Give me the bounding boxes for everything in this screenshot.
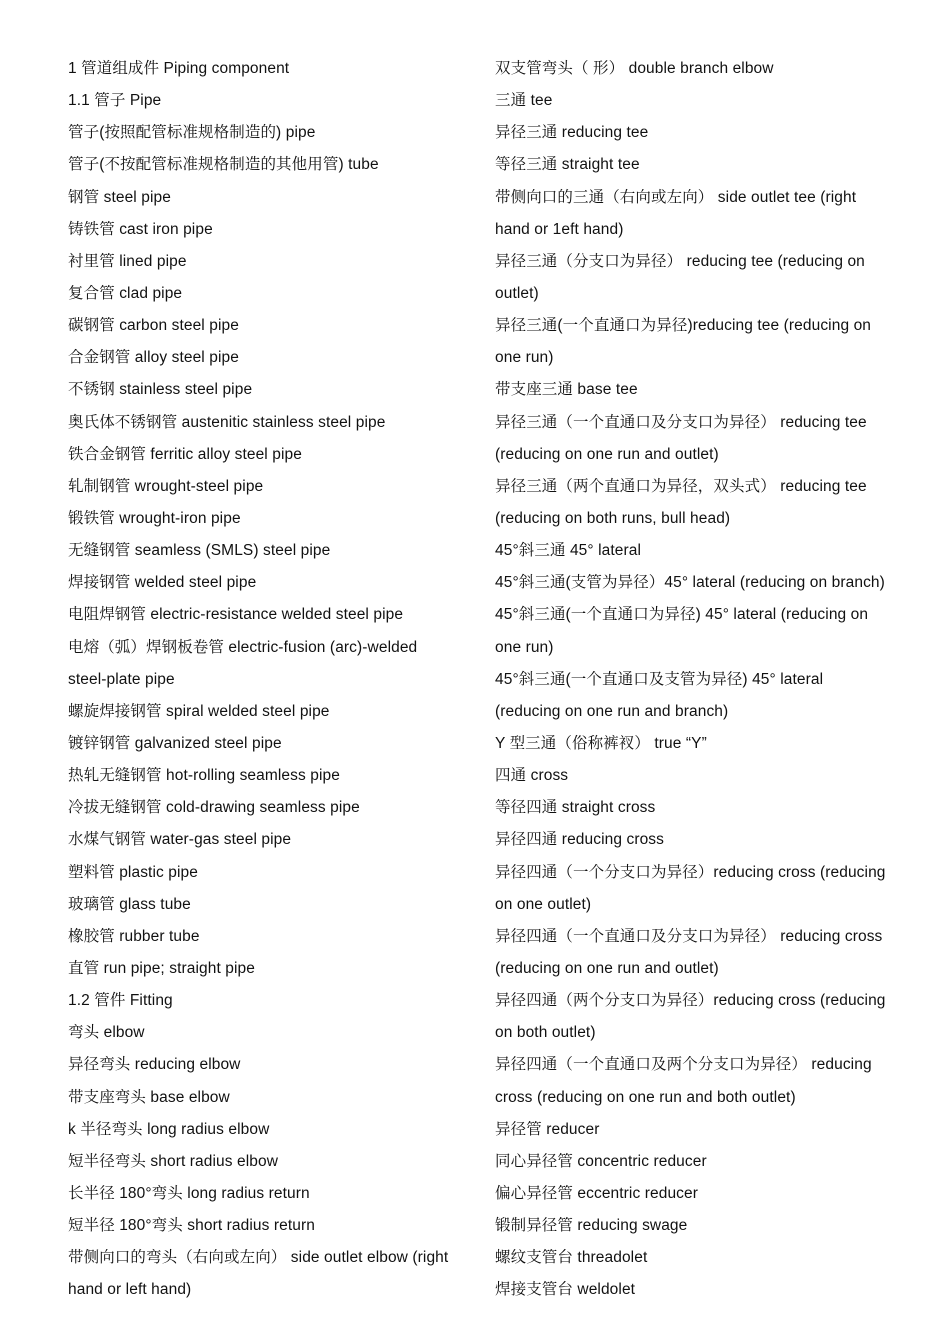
glossary-line: 管子(按照配管标准规格制造的) pipe bbox=[68, 124, 316, 142]
glossary-line: 带支座弯头 base elbow bbox=[68, 1088, 230, 1106]
glossary-line: 无缝钢管 seamless (SMLS) steel pipe bbox=[68, 542, 331, 560]
glossary-line: 锻铁管 wrought-iron pipe bbox=[68, 509, 241, 527]
glossary-line: 焊接支管台 weldolet bbox=[495, 1281, 636, 1299]
glossary-line: hand or left hand) bbox=[68, 1281, 192, 1299]
glossary-line: 异径四通（一个直通口及两个分支口为异径） reducing bbox=[495, 1056, 872, 1074]
glossary-line: Y 型三通（俗称裤衩） true “Y” bbox=[495, 734, 707, 752]
glossary-line: 轧制钢管 wrought-steel pipe bbox=[68, 477, 264, 495]
glossary-line: (reducing on one run and outlet) bbox=[495, 445, 719, 463]
glossary-line: one run) bbox=[495, 638, 554, 656]
glossary-line: 塑料管 plastic pipe bbox=[68, 863, 198, 881]
glossary-line: 奥氏体不锈钢管 austenitic stainless steel pipe bbox=[68, 413, 386, 431]
glossary-line: 管子(不按配管标准规格制造的其他用管) tube bbox=[68, 156, 379, 174]
glossary-line: steel-plate pipe bbox=[68, 670, 175, 688]
glossary-line: 电熔（弧）焊钢板卷管 electric-fusion (arc)-welded bbox=[68, 638, 418, 656]
glossary-line: 碳钢管 carbon steel pipe bbox=[68, 317, 239, 335]
glossary-line: 直管 run pipe; straight pipe bbox=[68, 959, 255, 977]
glossary-line: 合金钢管 alloy steel pipe bbox=[68, 349, 239, 367]
glossary-line: 带支座三通 base tee bbox=[495, 381, 638, 399]
glossary-line: 三通 tee bbox=[495, 92, 553, 110]
glossary-line: 异径三通（两个直通口为异径，双头式） reducing tee bbox=[495, 477, 867, 495]
glossary-line: 镀锌钢管 galvanized steel pipe bbox=[68, 734, 282, 752]
glossary-line: 异径三通 reducing tee bbox=[495, 124, 649, 142]
glossary-line: (reducing on one run and outlet) bbox=[495, 959, 719, 977]
glossary-line: 螺纹支管台 threadolet bbox=[495, 1249, 648, 1267]
glossary-line: 偏心异径管 eccentric reducer bbox=[495, 1184, 698, 1202]
glossary-line: 异径四通 reducing cross bbox=[495, 831, 665, 849]
glossary-line: 橡胶管 rubber tube bbox=[68, 927, 200, 945]
glossary-line: on one outlet) bbox=[495, 895, 592, 913]
glossary-line: 铸铁管 cast iron pipe bbox=[68, 220, 213, 238]
glossary-line: outlet) bbox=[495, 284, 539, 302]
glossary-line: 长半径 180°弯头 long radius return bbox=[68, 1184, 310, 1202]
glossary-line: 异径三通(一个直通口为异径)reducing tee (reducing on bbox=[495, 317, 872, 335]
glossary-line: 45°斜三通(支管为异径）45° lateral (reducing on branch) bbox=[495, 574, 885, 592]
glossary-line: 焊接钢管 welded steel pipe bbox=[68, 574, 257, 592]
glossary-line: 铁合金钢管 ferritic alloy steel pipe bbox=[68, 445, 302, 463]
glossary-line: 锻制异径管 reducing swage bbox=[495, 1217, 688, 1235]
glossary-line: 带侧向口的三通（右向或左向） side outlet tee (right bbox=[495, 188, 857, 206]
glossary-line: 短半径弯头 short radius elbow bbox=[68, 1152, 278, 1170]
glossary-line: 异径管 reducer bbox=[495, 1120, 600, 1138]
glossary-line: 45°斜三通 45° lateral bbox=[495, 542, 642, 560]
glossary-line: 热轧无缝钢管 hot-rolling seamless pipe bbox=[68, 767, 340, 785]
glossary-line: 等径三通 straight tee bbox=[495, 156, 640, 174]
glossary-line: 1.2 管件 Fitting bbox=[68, 992, 173, 1010]
glossary-line: 冷拔无缝钢管 cold-drawing seamless pipe bbox=[68, 799, 360, 817]
right-column bbox=[495, 53, 905, 1306]
left-column bbox=[68, 53, 473, 1306]
glossary-line: hand or 1eft hand) bbox=[495, 220, 624, 238]
glossary-line: 四通 cross bbox=[495, 767, 569, 785]
glossary-line: 异径三通（一个直通口及分支口为异径） reducing tee bbox=[495, 413, 867, 431]
glossary-line: 异径四通（一个分支口为异径）reducing cross (reducing bbox=[495, 863, 886, 881]
glossary-line: (reducing on one run and branch) bbox=[495, 702, 729, 720]
glossary-line: 异径四通（两个分支口为异径）reducing cross (reducing bbox=[495, 992, 886, 1010]
glossary-line: 弯头 elbow bbox=[68, 1024, 145, 1042]
glossary-line: one run) bbox=[495, 349, 554, 367]
glossary-line: 钢管 steel pipe bbox=[68, 188, 171, 206]
glossary-line: 水煤气钢管 water-gas steel pipe bbox=[68, 831, 292, 849]
glossary-line: 玻璃管 glass tube bbox=[68, 895, 191, 913]
glossary-line: 45°斜三通(一个直通口为异径) 45° lateral (reducing on bbox=[495, 606, 869, 624]
glossary-line: 1 管道组成件 Piping component bbox=[68, 60, 290, 77]
glossary-line: 异径四通（一个直通口及分支口为异径） reducing cross bbox=[495, 927, 883, 945]
glossary-line: 衬里管 lined pipe bbox=[68, 252, 187, 270]
glossary-line: (reducing on both runs, bull head) bbox=[495, 509, 731, 527]
glossary-line: 1.1 管子 Pipe bbox=[68, 92, 162, 110]
glossary-line: 短半径 180°弯头 short radius return bbox=[68, 1217, 315, 1235]
glossary-line: 不锈钢 stainless steel pipe bbox=[68, 381, 253, 399]
glossary-line: 带侧向口的弯头（右向或左向） side outlet elbow (right bbox=[68, 1249, 449, 1267]
glossary-line: 异径三通（分支口为异径） reducing tee (reducing on bbox=[495, 252, 865, 270]
glossary-line: 45°斜三通(一个直通口及支管为异径) 45° lateral bbox=[495, 670, 824, 688]
glossary-line: 螺旋焊接钢管 spiral welded steel pipe bbox=[68, 702, 330, 720]
glossary-line: k 半径弯头 long radius elbow bbox=[68, 1120, 270, 1138]
glossary-line: 异径弯头 reducing elbow bbox=[68, 1056, 241, 1074]
glossary-line: 同心异径管 concentric reducer bbox=[495, 1152, 707, 1170]
glossary-line: 等径四通 straight cross bbox=[495, 799, 656, 817]
glossary-line: on both outlet) bbox=[495, 1024, 596, 1042]
glossary-line: 双支管弯头（ 形） double branch elbow bbox=[495, 60, 774, 77]
glossary-line: cross (reducing on one run and both outlet) bbox=[495, 1088, 796, 1106]
glossary-line: 电阻焊钢管 electric-resistance welded steel pipe bbox=[68, 606, 404, 624]
glossary-line: 复合管 clad pipe bbox=[68, 284, 183, 302]
